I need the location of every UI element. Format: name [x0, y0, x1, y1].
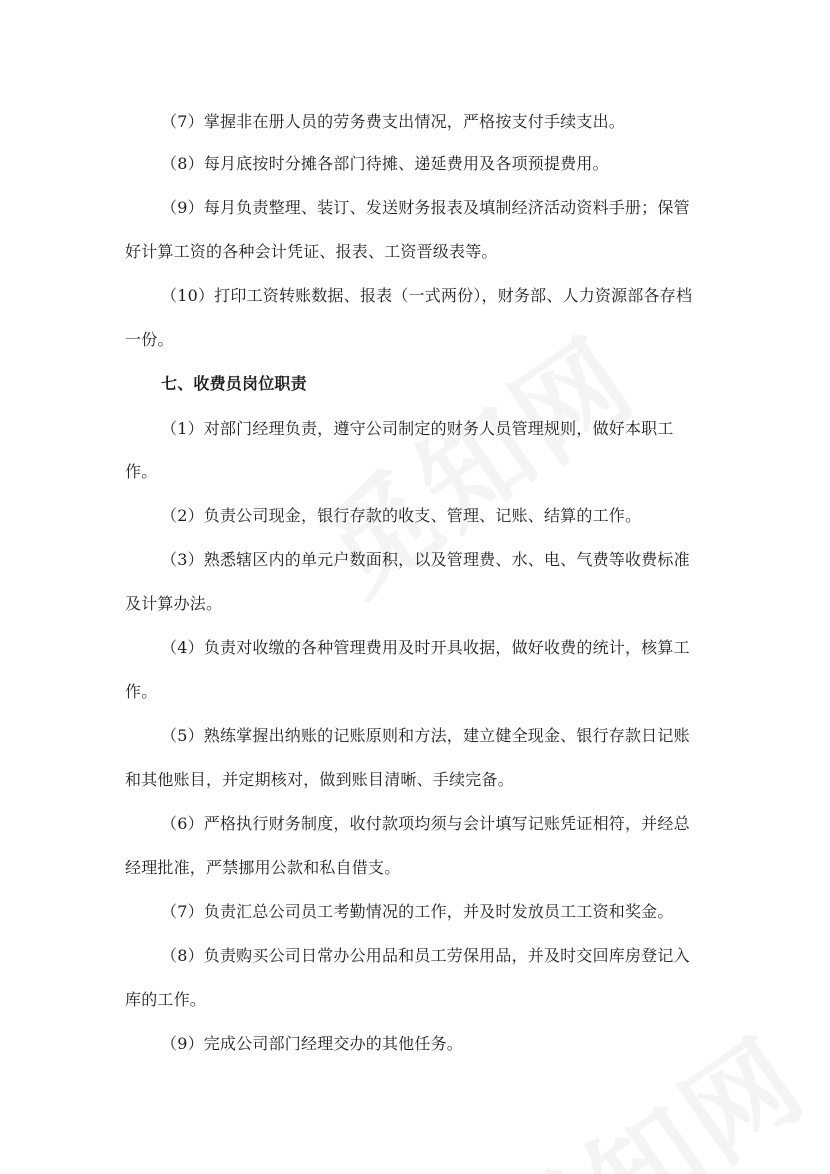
- paragraph-line: （9）每月负责整理、装订、发送财务报表及填制经济活动资料手册；保管: [161, 198, 690, 217]
- paragraph-line: （6）严格执行财务制度，收付款项均须与会计填写记账凭证相符，并经总: [161, 814, 690, 833]
- paragraph-line: （8）每月底按时分摊各部门待摊、递延费用及各项预提费用。: [161, 154, 609, 173]
- paragraph-line: （4）负责对收缴的各种管理费用及时开具收据，做好收费的统计，核算工: [161, 638, 690, 657]
- paragraph-line: （2）负责公司现金，银行存款的收支、管理、记账、结算的工作。: [161, 506, 642, 525]
- paragraph-line: 作。: [125, 462, 158, 481]
- paragraph-line: 作。: [125, 682, 158, 701]
- section-heading: 七、收费员岗位职责: [161, 374, 307, 393]
- paragraph-line: 好计算工资的各种会计凭证、报表、工资晋级表等。: [125, 242, 498, 261]
- paragraph-line: 及计算办法。: [125, 594, 223, 613]
- paragraph-line: （10）打印工资转账数据、报表（一式两份），财务部、人力资源部各存档: [161, 286, 693, 305]
- paragraph-line: （7）掌握非在册人员的劳务费支出情况，严格按支付手续支出。: [161, 112, 625, 131]
- paragraph-line: （3）熟悉辖区内的单元户数面积，以及管理费、水、电、气费等收费标准: [161, 550, 690, 569]
- paragraph-line: （5）熟练掌握出纳账的记账原则和方法，建立健全现金、银行存款日记账: [161, 726, 690, 745]
- paragraph-line: 库的工作。: [125, 990, 207, 1009]
- watermark: [286, 294, 662, 623]
- paragraph-line: 一份。: [125, 330, 174, 349]
- paragraph-line: （8）负责购买公司日常办公用品和员工劳保用品，并及时交回库房登记入: [161, 946, 690, 965]
- paragraph-line: 经理批准，严禁挪用公款和私自借支。: [125, 858, 401, 877]
- watermark: [456, 994, 830, 1174]
- paragraph-line: （1）对部门经理负责，遵守公司制定的财务人员管理规则，做好本职工: [161, 419, 674, 438]
- paragraph-line: （7）负责汇总公司员工考勤情况的工作，并及时发放员工工资和奖金。: [161, 902, 674, 921]
- paragraph-line: 和其他账目，并定期核对，做到账目清晰、手续完备。: [125, 770, 514, 789]
- paragraph-line: （9）完成公司部门经理交办的其他任务。: [161, 1034, 463, 1053]
